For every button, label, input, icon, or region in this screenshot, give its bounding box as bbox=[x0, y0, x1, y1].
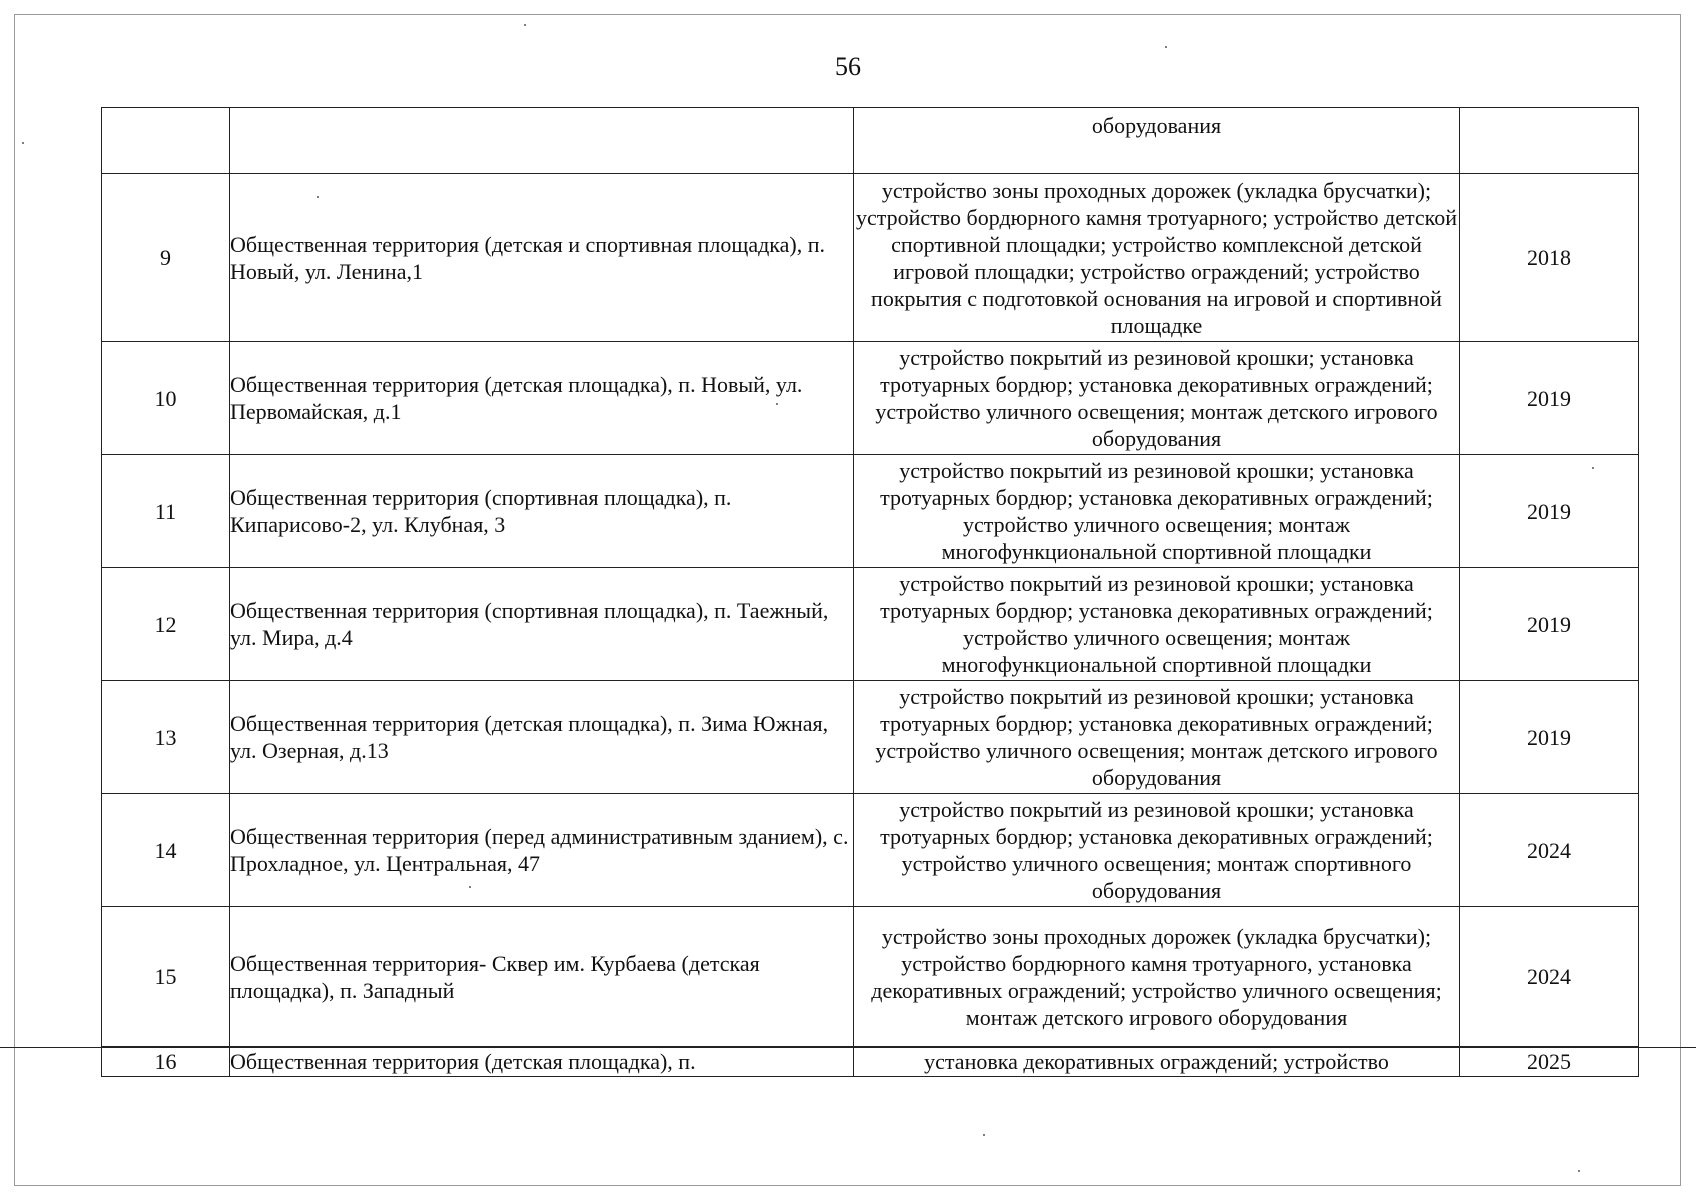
table-row bbox=[102, 455, 1639, 568]
row-number: 16 bbox=[102, 1047, 230, 1077]
works-description: устройство зоны проходных дорожек (укладка брусчатки); устройство бордюрного камня тротуарного, установка декоративных ограждений; устройство уличного освещения; монтаж детского игрового оборудования bbox=[854, 907, 1460, 1047]
scan-speck bbox=[1592, 467, 1594, 469]
works-description: устройство покрытий из резиновой крошки; установка тротуарных бордюр; установка декоративных ограждений; устройство уличного освещения; монтаж детского игрового оборудования bbox=[854, 681, 1460, 794]
works-description: устройство покрытий из резиновой крошки; установка тротуарных бордюр; установка декоративных ограждений; устройство уличного освещения; монтаж детского игрового оборудования bbox=[854, 342, 1460, 455]
table-row bbox=[102, 1047, 1639, 1077]
scan-speck bbox=[983, 1134, 985, 1136]
works-description: устройство покрытий из резиновой крошки; установка тротуарных бордюр; установка декоративных ограждений; устройство уличного освещения; монтаж многофункциональной спортивной площадки bbox=[854, 455, 1460, 568]
scan-crop-line bbox=[0, 1047, 1696, 1048]
works-description: устройство покрытий из резиновой крошки; установка тротуарных бордюр; установка декоративных ограждений; устройство уличного освещения; монтаж многофункциональной спортивной площадки bbox=[854, 568, 1460, 681]
page-number: 56 bbox=[835, 52, 861, 81]
works-table bbox=[101, 107, 1639, 1077]
scan-speck bbox=[1578, 1170, 1580, 1172]
row-number: 12 bbox=[102, 568, 230, 681]
year: 2019 bbox=[1460, 568, 1639, 681]
territory-name: Общественная территория (перед административным зданием), с. Прохладное, ул. Центральная, 47 bbox=[230, 794, 854, 907]
scan-speck bbox=[317, 196, 319, 198]
table-row bbox=[102, 342, 1639, 455]
row-number: 14 bbox=[102, 794, 230, 907]
scan-speck bbox=[469, 886, 471, 888]
scan-speck bbox=[22, 142, 24, 144]
territory-name: Общественная территория (детская площадка), п. bbox=[230, 1047, 854, 1077]
territory-name: Общественная территория (спортивная площадка), п. Таежный, ул. Мира, д.4 bbox=[230, 568, 854, 681]
row-number: 11 bbox=[102, 455, 230, 568]
works-description: устройство зоны проходных дорожек (укладка брусчатки); устройство бордюрного камня тротуарного; устройство детской спортивной площадки; устройство комплексной детской игровой площадки; устройство ограждений; устройство покрытия с подготовкой основания на игровой и спортивной площадке bbox=[854, 174, 1460, 342]
year: 2024 bbox=[1460, 907, 1639, 1047]
territory-name: Общественная территория- Сквер им. Курбаева (детская площадка), п. Западный bbox=[230, 907, 854, 1047]
works-description: устройство покрытий из резиновой крошки; установка тротуарных бордюр; установка декоративных ограждений; устройство уличного освещения; монтаж спортивного оборудования bbox=[854, 794, 1460, 907]
territory-name bbox=[230, 108, 854, 174]
table-row bbox=[102, 681, 1639, 794]
table-row bbox=[102, 568, 1639, 681]
table-row bbox=[102, 794, 1639, 907]
scan-speck bbox=[1165, 46, 1167, 48]
row-number: 10 bbox=[102, 342, 230, 455]
row-number: 15 bbox=[102, 907, 230, 1047]
territory-name: Общественная территория (детская площадка), п. Новый, ул. Первомайская, д.1 bbox=[230, 342, 854, 455]
territory-name: Общественная территория (детская площадка), п. Зима Южная, ул. Озерная, д.13 bbox=[230, 681, 854, 794]
table-row bbox=[102, 108, 1639, 174]
row-number bbox=[102, 108, 230, 174]
scan-speck bbox=[524, 24, 526, 26]
year: 2025 bbox=[1460, 1047, 1639, 1077]
scan-speck bbox=[776, 403, 778, 405]
year: 2019 bbox=[1460, 342, 1639, 455]
territory-name: Общественная территория (детская и спортивная площадка), п. Новый, ул. Ленина,1 bbox=[230, 174, 854, 342]
works-description: оборудования bbox=[854, 108, 1460, 174]
year: 2019 bbox=[1460, 681, 1639, 794]
row-number: 13 bbox=[102, 681, 230, 794]
table-row bbox=[102, 907, 1639, 1047]
table-row bbox=[102, 174, 1639, 342]
year: 2024 bbox=[1460, 794, 1639, 907]
year bbox=[1460, 108, 1639, 174]
year: 2019 bbox=[1460, 455, 1639, 568]
row-number: 9 bbox=[102, 174, 230, 342]
year: 2018 bbox=[1460, 174, 1639, 342]
territory-name: Общественная территория (спортивная площадка), п. Кипарисово-2, ул. Клубная, 3 bbox=[230, 455, 854, 568]
works-description: установка декоративных ограждений; устройство bbox=[854, 1047, 1460, 1077]
